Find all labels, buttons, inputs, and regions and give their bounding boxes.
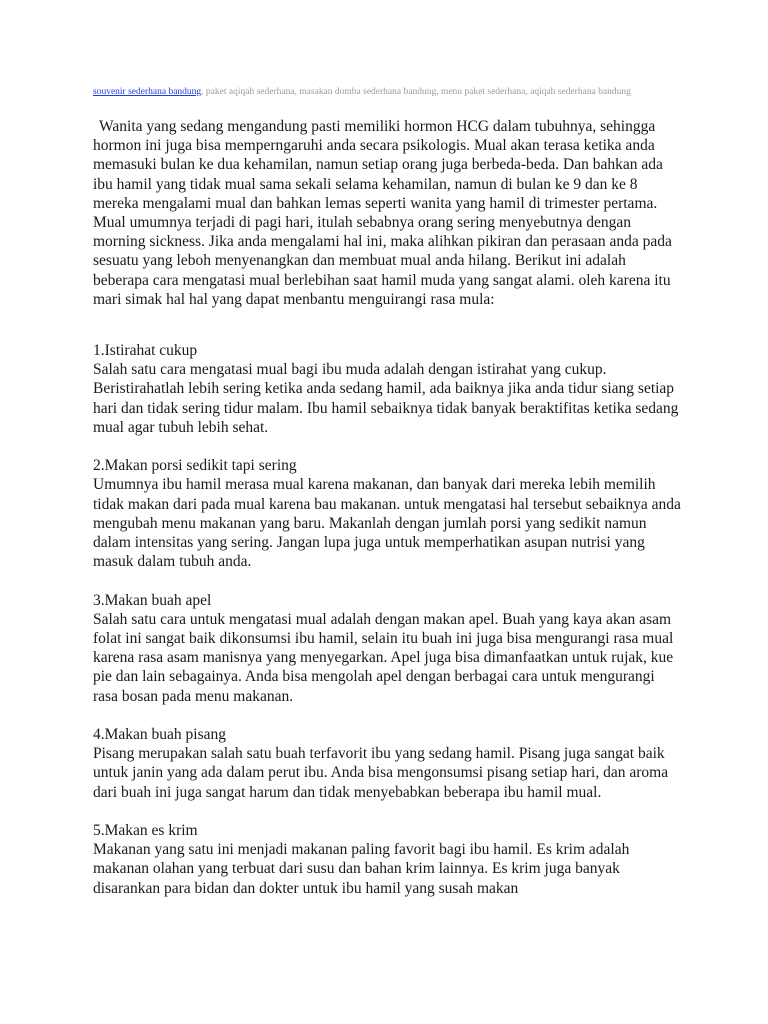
section-title: 2.Makan porsi sedikit tapi sering bbox=[93, 457, 297, 475]
section-title: 5.Makan es krim bbox=[93, 822, 198, 840]
section-text: Salah satu cara mengatasi mual bagi ibu muda adalah dengan istirahat yang cukup. Beristirahatlah lebih sering ketika anda sedang hamil, ada baiknya jika anda tidur siang setiap hari dan tidak sering tidur malam. Ibu hamil sebaiknya tidak banyak beraktifitas ketika sedang mual agar tubuh lebih sehat. bbox=[93, 361, 679, 436]
section-text: Umumnya ibu hamil merasa mual karena makanan, dan banyak dari mereka lebih memilih tidak makan dari pada mual karena bau makanan. untuk mengatasi hal tersebut sebaiknya anda mengubah menu makanan yang baru. Makanlah dengan jumlah porsi yang sedikit namun dalam intensitas yang sering. Jangan lupa juga untuk memperhatikan asupan nutrisi yang masuk dalam tubuh anda. bbox=[93, 476, 681, 571]
intro-paragraph: Wanita yang sedang mengandung pasti memiliki hormon HCG dalam tubuhnya, sehingga hormon ini juga bisa memperngaruhi anda secara psikologis. Mual akan terasa ketika anda memasuki bulan ke dua kehamilan, namun setiap orang juga berbeda-beda. Dan bahkan ada ibu hamil yang tidak mual sama sekali selama kehamilan, namun di bulan ke 9 dan ke 8 mereka mengalami mual dan bahkan lemas seperti wanita yang hamil di trimester pertama. Mual umumnya terjadi di pagi hari, itulah sebabnya orang sering menyebutnya dengan morning sickness. Jika anda mengalami hal ini, maka alihkan pikiran dan perasaan anda pada sesuatu yang leboh menyenangkan dan membuat mual anda hilang. Berikut ini adalah beberapa cara mengatasi mual berlebihan saat hamil muda yang sangat alami. oleh karena itu mari simak hal hal yang dapat menbantu menguirangi rasa mula: bbox=[93, 118, 672, 308]
section-title: 3.Makan buah apel bbox=[93, 591, 212, 609]
tag-link-souvenir[interactable]: souvenir sederhana bandung bbox=[93, 87, 202, 97]
tag-line bbox=[93, 86, 693, 98]
section-title: 4.Makan buah pisang bbox=[93, 726, 227, 744]
section-text: Pisang merupakan salah satu buah terfavorit ibu yang sedang hamil. Pisang juga sangat baik untuk janin yang ada dalam perut ibu. Anda bisa mengonsumsi pisang setiap hari, dan aroma dari buah ini juga sangat harum dan tidak menyebabkan beberapa ibu hamil mual. bbox=[93, 745, 669, 801]
section-text: Makanan yang satu ini menjadi makanan paling favorit bagi ibu hamil. Es krim adalah makanan olahan yang terbuat dari susu dan bahan krim lainnya. Es krim juga banyak disarankan para bidan dan dokter untuk ibu hamil yang susah makan bbox=[93, 841, 630, 897]
section-buah-apel bbox=[93, 591, 683, 706]
section-istirahat bbox=[93, 341, 683, 437]
article-body bbox=[93, 117, 683, 898]
section-buah-pisang bbox=[93, 725, 683, 802]
section-es-krim bbox=[93, 821, 683, 898]
section-makan-porsi bbox=[93, 456, 683, 571]
section-text: Salah satu cara untuk mengatasi mual adalah dengan makan apel. Buah yang kaya akan asam folat ini sangat baik dikonsumsi ibu hamil, selain itu buah ini juga bisa mengurangi rasa mual karena rasa asam manisnya yang menyegarkan. Apel juga bisa dimanfaatkan untuk rujak, kue pie dan lain sebagainya. Anda bisa mengolah apel dengan berbagai cara untuk mengurangi rasa bosan pada menu makanan. bbox=[93, 610, 674, 705]
tag-list: , paket aqiqah sederhana, masakan domba sederhana bandung, menu paket sederhana, aqiqah sederhana bandung bbox=[201, 87, 631, 97]
section-title: 1.Istirahat cukup bbox=[93, 342, 198, 360]
